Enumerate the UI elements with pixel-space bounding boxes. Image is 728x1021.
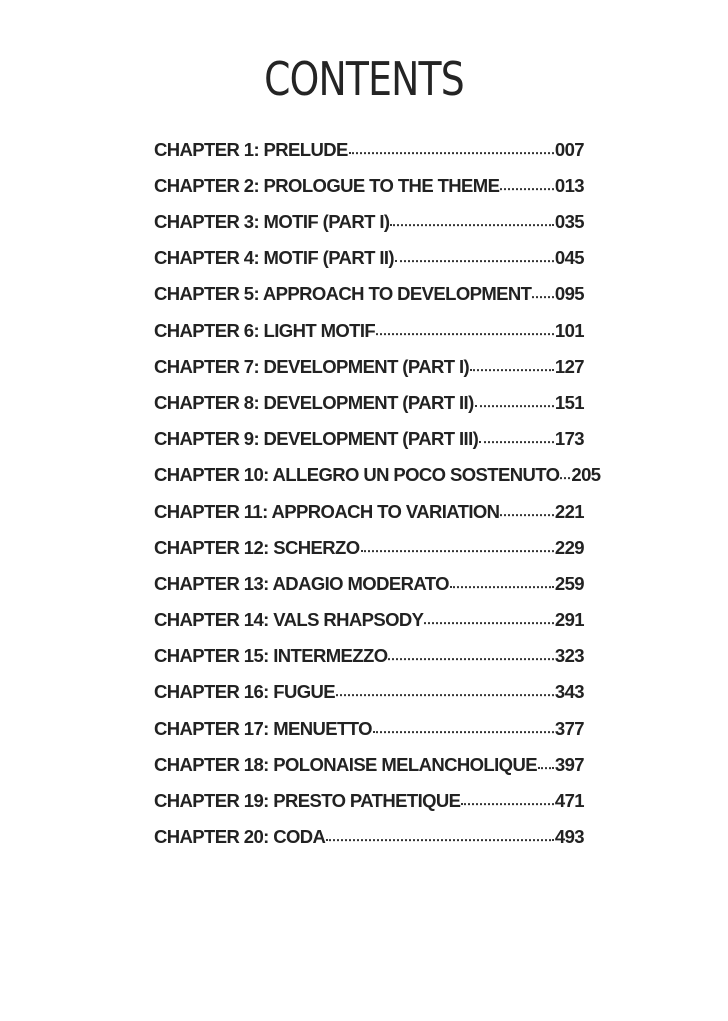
toc-entry: [154, 571, 584, 607]
dot-leader: [376, 316, 554, 335]
page-number: 291: [554, 609, 584, 631]
page-title: CONTENTS: [264, 52, 464, 106]
table-of-contents: [154, 137, 601, 861]
page-number: 173: [554, 428, 584, 450]
chapter-title: CHAPTER 2: PROLOGUE TO THE THEME: [154, 174, 500, 196]
toc-entry: [154, 282, 584, 318]
chapter-title: CHAPTER 17: MENUETTO: [154, 717, 372, 739]
toc-entry: [154, 644, 584, 680]
chapter-title: CHAPTER 1: PRELUDE: [154, 138, 348, 160]
toc-entry: [154, 499, 584, 535]
page-number: 101: [554, 319, 584, 341]
toc-entry: [154, 463, 601, 499]
dot-leader: [560, 461, 570, 480]
toc-entry: [154, 318, 584, 354]
page-number: 205: [571, 464, 601, 486]
dot-leader: [388, 642, 553, 661]
chapter-title: CHAPTER 9: DEVELOPMENT (PART III): [154, 428, 479, 450]
chapter-title: CHAPTER 15: INTERMEZZO: [154, 645, 388, 667]
dot-leader: [373, 714, 554, 733]
page-number: 259: [554, 572, 584, 594]
toc-entry: [154, 137, 584, 173]
chapter-title: CHAPTER 12: SCHERZO: [154, 536, 360, 558]
dot-leader: [361, 533, 554, 552]
toc-entry: [154, 825, 584, 861]
dot-leader: [500, 497, 553, 516]
chapter-title: CHAPTER 7: DEVELOPMENT (PART I): [154, 355, 470, 377]
dot-leader: [395, 244, 554, 263]
chapter-title: CHAPTER 5: APPROACH TO DEVELOPMENT: [154, 283, 532, 305]
chapter-title: CHAPTER 13: ADAGIO MODERATO: [154, 572, 449, 594]
chapter-title: CHAPTER 11: APPROACH TO VARIATION: [154, 500, 500, 522]
toc-entry: [154, 354, 584, 390]
chapter-title: CHAPTER 18: POLONAISE MELANCHOLIQUE: [154, 753, 537, 775]
toc-entry: [154, 680, 584, 716]
chapter-title: CHAPTER 10: ALLEGRO UN POCO SOSTENUTO: [154, 464, 560, 486]
toc-entry: [154, 788, 584, 824]
page-number: 471: [554, 790, 584, 812]
page-number: 221: [554, 500, 584, 522]
toc-entry: [154, 173, 584, 209]
page-number: 377: [554, 717, 584, 739]
dot-leader: [538, 750, 554, 769]
chapter-title: CHAPTER 14: VALS RHAPSODY: [154, 609, 424, 631]
dot-leader: [479, 425, 554, 444]
page-number: 323: [554, 645, 584, 667]
chapter-title: CHAPTER 16: FUGUE: [154, 681, 335, 703]
toc-entry: [154, 607, 584, 643]
dot-leader: [424, 606, 554, 625]
chapter-title: CHAPTER 20: CODA: [154, 826, 326, 848]
page-number: 343: [554, 681, 584, 703]
dot-leader: [470, 352, 554, 371]
page-number: 151: [554, 391, 584, 413]
dot-leader: [336, 678, 554, 697]
page-number: 013: [554, 174, 584, 196]
page-number: 397: [554, 753, 584, 775]
toc-entry: [154, 209, 584, 245]
chapter-title: CHAPTER 3: MOTIF (PART I): [154, 211, 390, 233]
chapter-title: CHAPTER 4: MOTIF (PART II): [154, 247, 394, 269]
toc-entry: [154, 390, 584, 426]
toc-entry: [154, 427, 584, 463]
dot-leader: [450, 569, 554, 588]
dot-leader: [390, 208, 554, 227]
page-number: 045: [554, 247, 584, 269]
chapter-title: CHAPTER 8: DEVELOPMENT (PART II): [154, 391, 474, 413]
chapter-title: CHAPTER 6: LIGHT MOTIF: [154, 319, 376, 341]
toc-entry: [154, 752, 584, 788]
page-number: 095: [554, 283, 584, 305]
dot-leader: [349, 135, 554, 154]
dot-leader: [475, 388, 554, 407]
dot-leader: [532, 280, 554, 299]
page-number: 127: [554, 355, 584, 377]
page-number: 035: [554, 211, 584, 233]
page-number: 229: [554, 536, 584, 558]
chapter-title: CHAPTER 19: PRESTO PATHETIQUE: [154, 790, 461, 812]
page-number: 007: [554, 138, 584, 160]
toc-entry: [154, 716, 584, 752]
dot-leader: [500, 171, 554, 190]
toc-entry: [154, 535, 584, 571]
toc-entry: [154, 246, 584, 282]
dot-leader: [461, 787, 554, 806]
dot-leader: [326, 823, 554, 842]
page-number: 493: [554, 826, 584, 848]
